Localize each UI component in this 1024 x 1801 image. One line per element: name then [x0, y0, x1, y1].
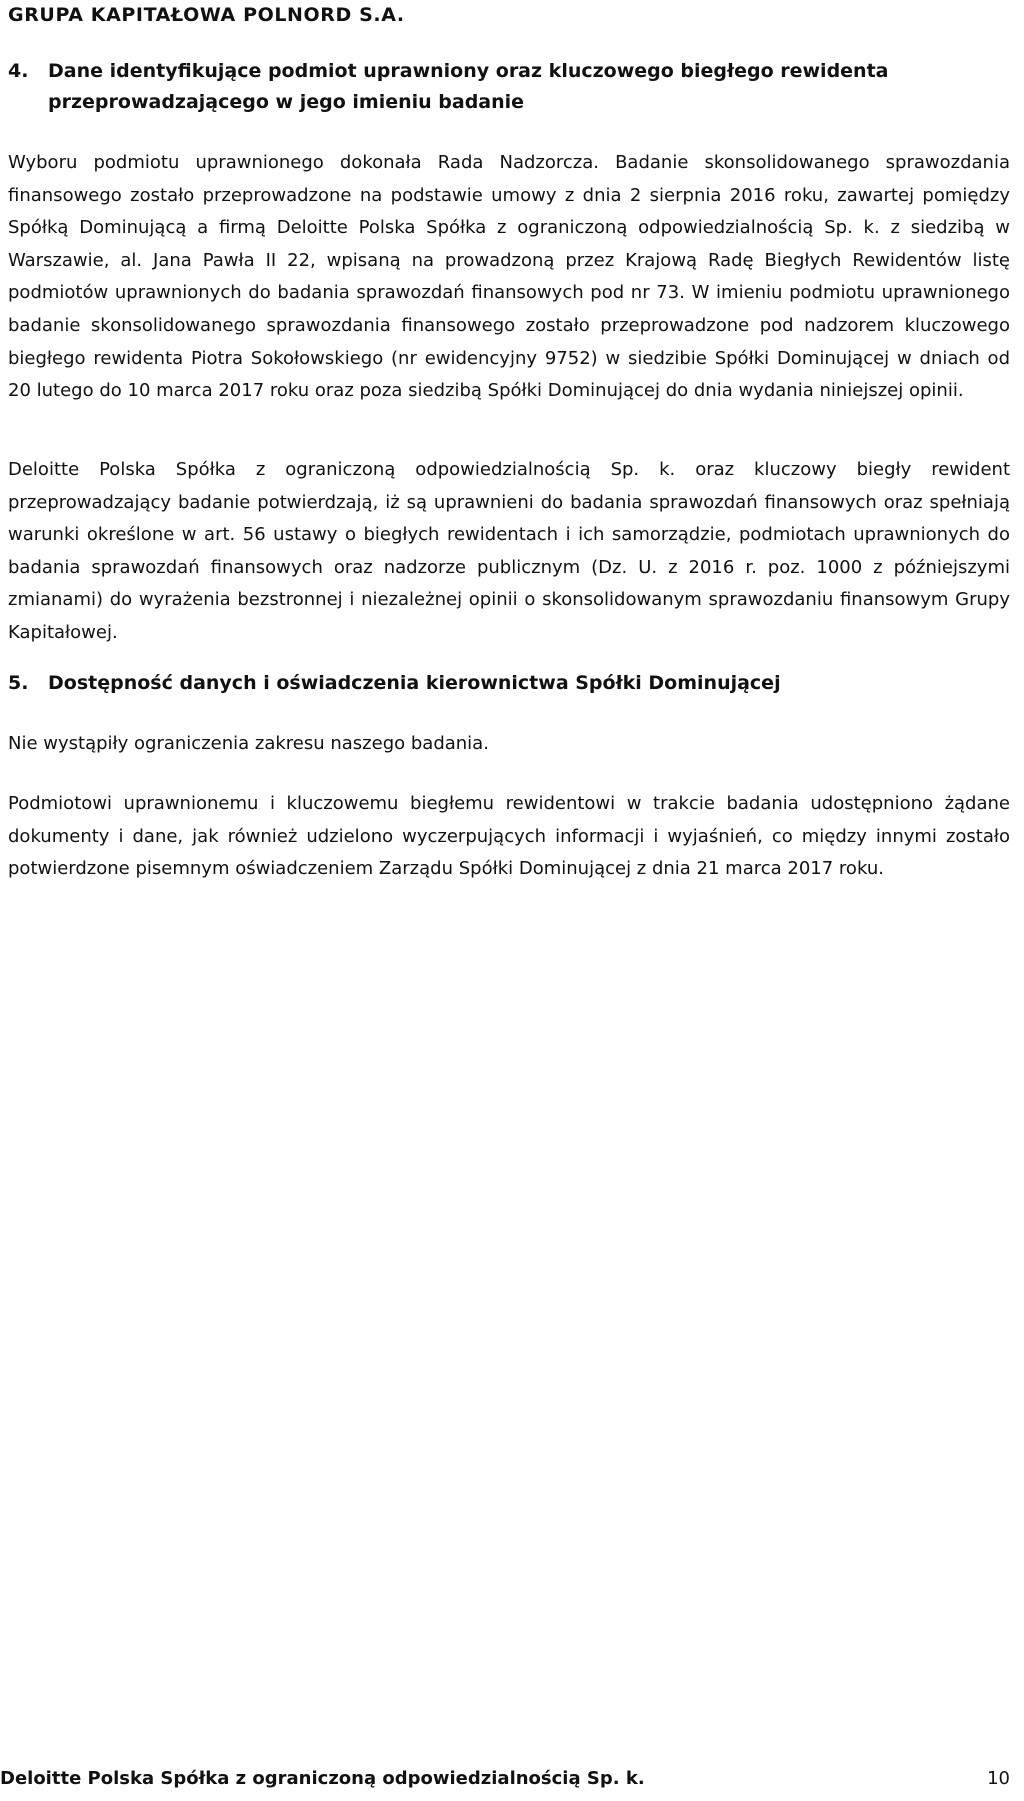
section-4-paragraph-2: Deloitte Polska Spółka z ograniczoną odpowiedzialnością Sp. k. oraz kluczowy biegły rewident przeprowadzający badanie potwierdzają, iż są uprawnieni do badania sprawozdań finansowych oraz spełniają warunki określone w art. 56 ustawy o biegłych rewidentach i ich samorządzie, podmiotach uprawnionych do badania sprawozdań finansowych oraz nadzorze publicznym (Dz. U. z 2016 r. poz. 1000 z późniejszymi zmianami) do wyrażenia bezstronnej i niezależnej opinii o skonsolidowanym sprawozdaniu finansowym Grupy Kapitałowej.	[8, 459, 1010, 643]
page-header: GRUPA KAPITAŁOWA POLNORD S.A.	[8, 4, 405, 26]
section-5-paragraph-1: Nie wystąpiły ograniczenia zakresu naszego badania.	[8, 733, 489, 754]
section-4-title: Dane identyfikujące podmiot uprawniony oraz kluczowego biegłego rewidenta przeprowadzającego w jego imieniu badanie	[48, 60, 889, 113]
section-4-paragraph-1: Wyboru podmiotu uprawnionego dokonała Rada Nadzorcza. Badanie skonsolidowanego sprawozdania finansowego zostało przeprowadzone na podstawie umowy z dnia 2 sierpnia 2016 roku, zawartej pomiędzy Spółką Dominującą a firmą Deloitte Polska Spółka z ograniczoną odpowiedzialnością Sp. k. z siedzibą w Warszawie, al. Jana Pawła II 22, wpisaną na prowadzoną przez Krajową Radę Biegłych Rewidentów listę podmiotów uprawnionych do badania sprawozdań finansowych pod nr 73. W imieniu podmiotu uprawnionego badanie skonsolidowanego sprawozdania finansowego zostało przeprowadzone pod nadzorem kluczowego biegłego rewidenta Piotra Sokołowskiego (nr ewidencyjny 9752) w siedzibie Spółki Dominującej w dniach od 20 lutego do 10 marca 2017 roku oraz poza siedzibą Spółki Dominującej do dnia wydania niniejszej opinii.	[8, 152, 1010, 402]
section-4-heading	[8, 56, 1010, 118]
footer-firm-name: Deloitte Polska Spółka z ograniczoną odpowiedzialnością Sp. k.	[0, 1768, 645, 1789]
page-number: 10	[987, 1768, 1010, 1789]
section-5-paragraph-2: Podmiotowi uprawnionemu i kluczowemu biegłemu rewidentowi w trakcie badania udostępniono żądane dokumenty i dane, jak również udzielono wyczerpujących informacji i wyjaśnień, co między innymi zostało potwierdzone pisemnym oświadczeniem Zarządu Spółki Dominującej z dnia 21 marca 2017 roku.	[8, 793, 1010, 880]
section-5-number: 5.	[8, 672, 29, 694]
section-4-number: 4.	[8, 60, 29, 82]
page-footer	[0, 1768, 1010, 1789]
section-5-heading	[8, 668, 1010, 699]
section-5-title: Dostępność danych i oświadczenia kierownictwa Spółki Dominującej	[48, 672, 781, 694]
